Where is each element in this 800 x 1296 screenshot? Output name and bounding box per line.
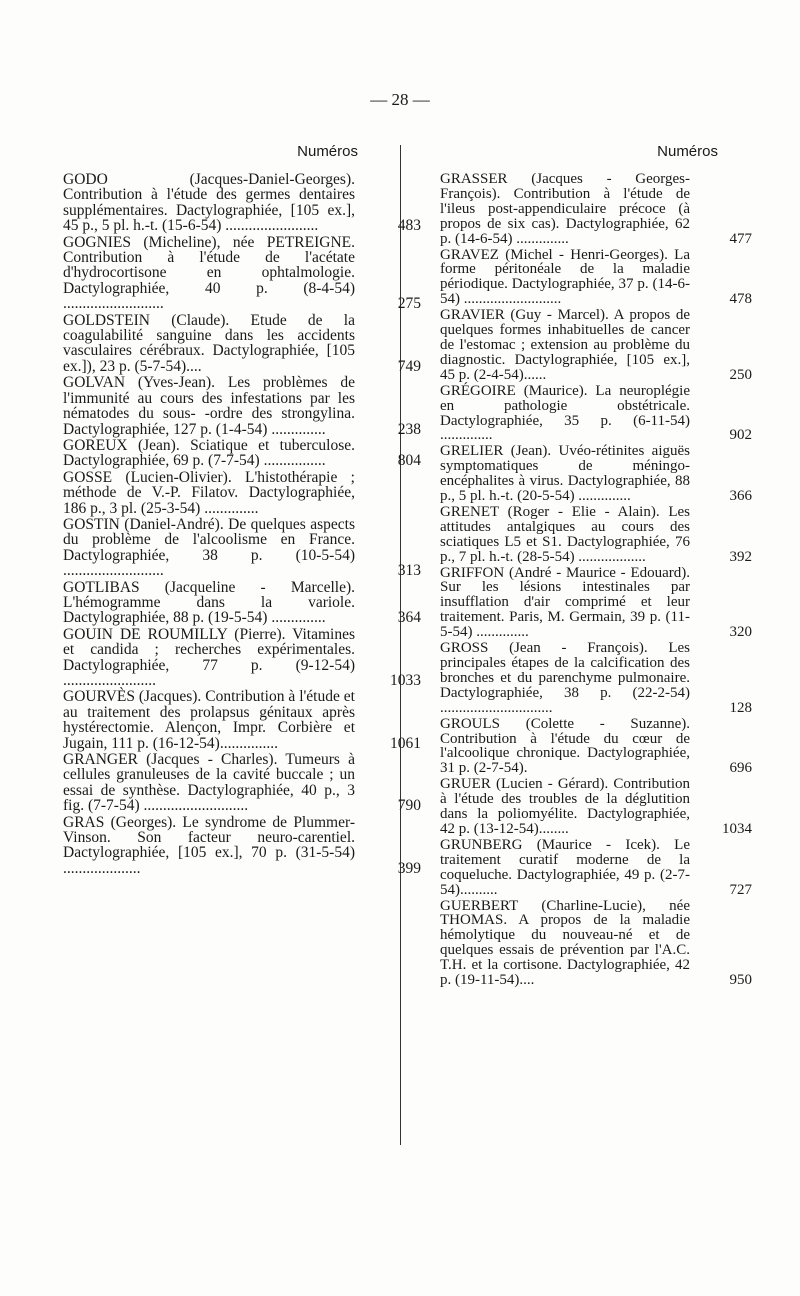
- entry-text: GOGNIES (Micheline), née PETREIGNE. Contribution à l'étude de l'acétate d'hydrocortisone en ophtalmologie. Dactylographiée, 40 p. (8-4-54) ..........................: [63, 233, 355, 313]
- thesis-entry: [63, 625, 421, 689]
- entry-text: GODO (Jacques-Daniel-Georges). Contribution à l'étude des germes dentaires supplémentaires. Dactylographiée, [105 ex.], 45 p., 5 pl. h.-t. (15-6-54) ........................: [63, 171, 355, 235]
- thesis-entry: [63, 578, 421, 627]
- thesis-entry: [440, 382, 752, 444]
- entry-text: GOLVAN (Yves-Jean). Les problèmes de l'immunité au cours des infestations par les nématodes du sous- -ordre des strongylina. Dactylographiée, 127 p. (1-4-54) ..............: [63, 374, 355, 438]
- thesis-entry: [440, 171, 752, 247]
- entry-number: 399: [397, 859, 421, 877]
- entry-number: 320: [729, 624, 752, 641]
- entry-text: GRAS (Georges). Le syndrome de Plummer-Vinson. Son facteur neuro-carentiel. Dactylographiée, [105 ex.], 70 p. (31-5-54) ....................: [63, 813, 355, 877]
- entry-number: 238: [397, 420, 421, 438]
- entry-number: 313: [397, 562, 421, 580]
- entry-number: 275: [397, 295, 421, 313]
- entry-number: 364: [397, 609, 421, 627]
- entry-number: 1033: [390, 672, 421, 689]
- entry-number: 749: [397, 357, 421, 375]
- thesis-entry: [63, 436, 421, 470]
- entry-text: GROSS (Jean - François). Les principales étapes de la calcification des bronches et du parenchyme pulmonaire. Dactylographiée, 38 p. (22-2-54) ..............................: [440, 640, 690, 716]
- thesis-entry: [440, 246, 752, 308]
- entry-text: GOLDSTEIN (Claude). Etude de la coagulabilité sanguine dans les accidents vasculaires cérébraux. Dactylographiée, [105 ex.]), 23 p. (5-7-54)....: [63, 311, 355, 375]
- thesis-entry: [63, 813, 421, 877]
- right-column: [440, 171, 752, 989]
- entry-number: 696: [729, 760, 752, 777]
- thesis-entry: [63, 233, 421, 313]
- thesis-entry: [63, 374, 421, 438]
- entry-text: GOSSE (Lucien-Olivier). L'histothérapie ; méthode de V.-P. Filatov. Dactylographiée, 186 p., 3 pl. (25-3-54) ..............: [63, 468, 355, 517]
- thesis-entry: [440, 640, 752, 716]
- entry-number: 902: [729, 427, 752, 444]
- entry-number: 483: [397, 217, 421, 235]
- thesis-entry: [440, 503, 752, 565]
- entry-number: 128: [729, 699, 752, 716]
- entry-number: 950: [729, 972, 752, 989]
- thesis-entry: [63, 470, 359, 516]
- left-column: [63, 171, 421, 877]
- thesis-entry: [440, 836, 752, 898]
- page-number: — 28 —: [370, 90, 430, 109]
- entry-text: GOSTIN (Daniel-André). De quelques aspects du problème de l'alcoolisme en France. Dactylographiée, 38 p. (10-5-54) ..........................: [63, 515, 355, 580]
- entry-text: GRENET (Roger - Elie - Alain). Les attitudes antalgiques au cours des sciatiques L5 et S1. Dactylographiée, 76 p., 7 pl. h.-t. (28-5-54) ..................: [440, 503, 690, 565]
- thesis-entry: [63, 751, 421, 815]
- entry-text: GOREUX (Jean). Sciatique et tuberculose. Dactylographiée, 69 p. (7-7-54) ................: [63, 436, 355, 470]
- entry-number: 1034: [722, 820, 752, 837]
- entry-text: GRUNBERG (Maurice - Icek). Le traitement curatif moderne de la coqueluche. Dactylographiée, 49 p. (2-7-54)..........: [440, 836, 690, 898]
- entry-text: GRÉGOIRE (Maurice). La neuroplégie en pathologie obstétricale. Dactylographiée, 35 p. (6-11-54) ..............: [440, 382, 690, 444]
- column-header-left: Numéros: [297, 143, 358, 160]
- entry-number: 804: [397, 452, 421, 470]
- entry-text: GRUER (Lucien - Gérard). Contribution à l'étude des troubles de la déglutition dans la poliomyélite. Dactylographiée, 42 p. (13-12-54)........: [440, 776, 690, 837]
- entry-number: 477: [729, 230, 752, 247]
- thesis-entry: [63, 311, 421, 375]
- entry-number: 1061: [390, 734, 421, 752]
- entry-text: GRANGER (Jacques - Charles). Tumeurs à cellules granuleuses de la cavité buccale ; un essai de synthèse. Dactylographiée, 40 p., 3 fig. (7-7-54) ...........................: [63, 751, 355, 815]
- entry-text: GRASSER (Jacques - Georges-François). Contribution à l'étude de l'ileus post-appendiculaire précoce (à propos de six cas). Dactylographiée, 62 p. (14-6-54) ..............: [440, 171, 690, 247]
- thesis-entry: [63, 171, 421, 235]
- column-header-right: Numéros: [657, 143, 718, 160]
- entry-number: 392: [729, 548, 752, 565]
- entry-text: GOURVÈS (Jacques). Contribution à l'étude et au traitement des prolapsus génitaux après hystérectomie. Alençon, Impr. Corbière et Jugain, 111 p. (16-12-54)...............: [63, 688, 355, 752]
- thesis-entry: [440, 715, 752, 777]
- entry-text: GRAVEZ (Michel - Henri-Georges). La forme péritonéale de la maladie périodique. Dactylographiée, 37 p. (14-6-54) ..........................: [440, 246, 690, 308]
- thesis-entry: [440, 776, 752, 837]
- thesis-entry: [440, 443, 752, 505]
- entry-text: GROULS (Colette - Suzanne). Contribution à l'étude du cœur de l'alcoolique chronique. Dactylographiée, 31 p. (2-7-54).: [440, 715, 690, 777]
- entry-number: 478: [729, 291, 752, 308]
- thesis-entry: [63, 688, 421, 752]
- entry-text: GRIFFON (André - Maurice - Edouard). Sur les lésions intestinales par insufflation d'air comprimé et leur traitement. Paris, M. Germain, 39 p. (11-5-54) ..............: [440, 564, 690, 641]
- entry-text: GOTLIBAS (Jacqueline - Marcelle). L'hémogramme dans la variole. Dactylographiée, 88 p. (19-5-54) ..............: [63, 578, 355, 627]
- entry-text: GUERBERT (Charline-Lucie), née THOMAS. A propos de la maladie hémolytique du nouveau-né et de quelques essais de prévention par l'A.C. T.H. et la cortisone. Dactylographiée, 42 p. (19-11-54)....: [440, 897, 690, 989]
- entry-text: GRELIER (Jean). Uvéo-rétinites aiguës symptomatiques de méningo-encéphalites à virus. Dactylographiée, 88 p., 5 pl. h.-t. (20-5-54) ..............: [440, 443, 690, 505]
- entry-number: 727: [729, 881, 752, 898]
- entry-number: 366: [729, 488, 752, 505]
- entry-number: 790: [397, 797, 421, 815]
- thesis-entry: [440, 564, 752, 641]
- entry-text: GOUIN DE ROUMILLY (Pierre). Vitamines et candida ; recherches expérimentales. Dactylographiée, 77 p. (9-12-54) ........................: [63, 625, 355, 689]
- entry-number: 250: [729, 366, 752, 383]
- thesis-entry: [63, 515, 421, 580]
- entry-text: GRAVIER (Guy - Marcel). A propos de quelques formes inhabituelles de cancer de l'estomac ; extension au problème du diagnostic. Dactylographiée, [105 ex.], 45 p. (2-4-54)......: [440, 307, 690, 383]
- thesis-entry: [440, 897, 752, 989]
- thesis-entry: [440, 307, 752, 383]
